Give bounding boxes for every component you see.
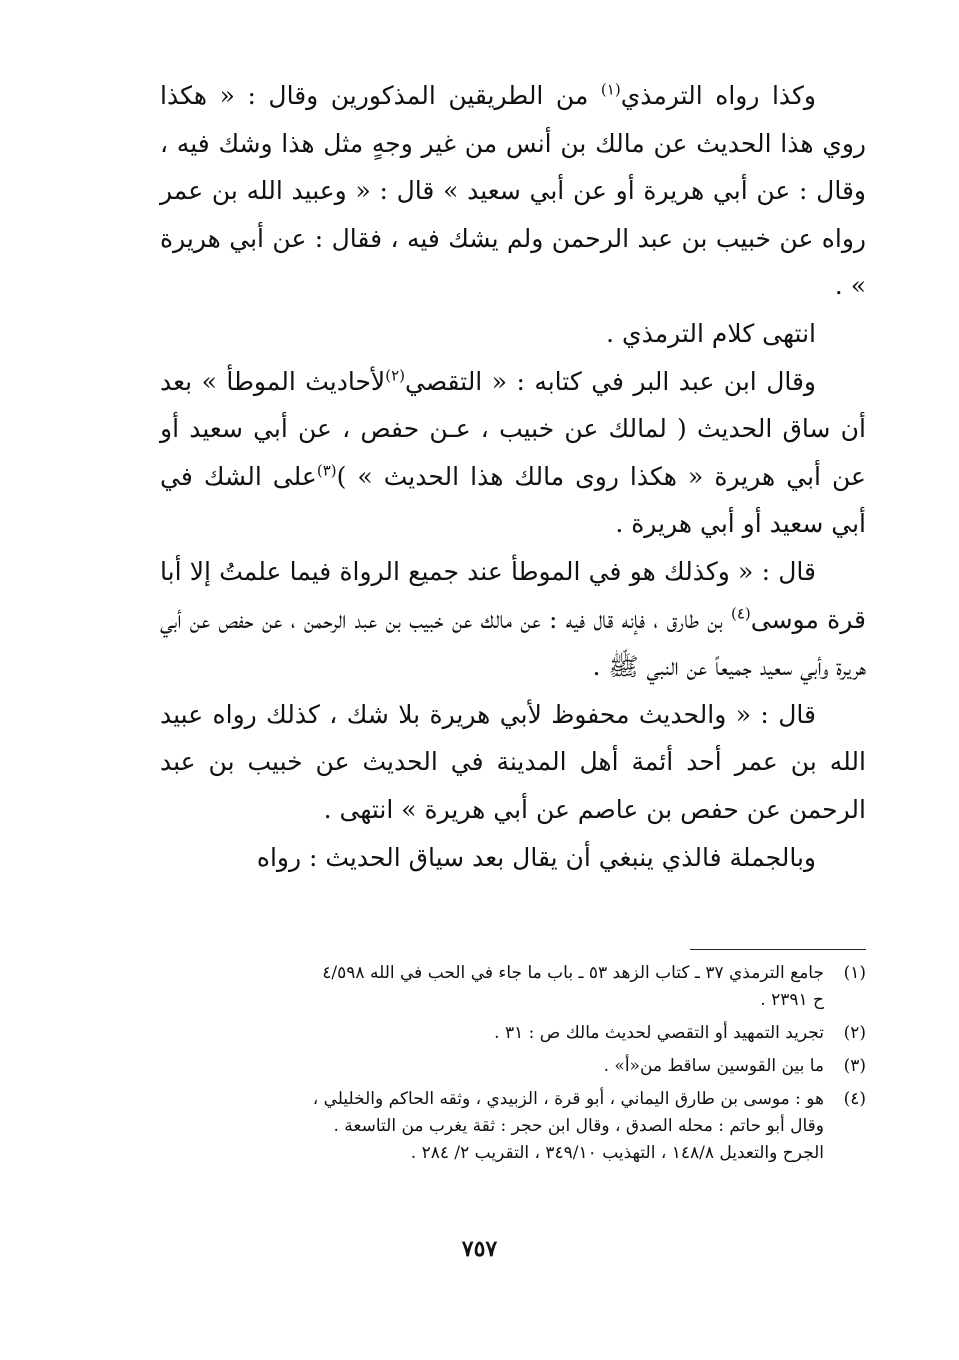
footnote-ref-4[interactable]: (٤): [730, 604, 751, 623]
footnote-number: (٣): [843, 1056, 866, 1076]
text-run: وقال ابن عبد البر في كتابه : « التقصي: [404, 366, 816, 396]
main-text: [160, 72, 866, 881]
footnote-line: ح ٢٣٩١ .: [760, 990, 824, 1010]
footnote-line: الجرح والتعديل ١٤٨/٨ ، التهذيب ٣٤٩/١٠ ، التقريب ٢/ ٢٨٤ .: [410, 1143, 824, 1163]
footnote-line: وقال أبو حاتم : محله الصدق ، وقال ابن حجر : ثقة يغرب من التاسعة .: [333, 1116, 824, 1136]
footnote-line: هو : موسى بن طارق اليماني ، أبو قرة ، الزبيدي ، وثقه الحاكم والخليلي ،: [312, 1089, 824, 1109]
footnote-text: [160, 960, 824, 1014]
footnote-ref-2[interactable]: (٢): [385, 366, 405, 385]
paragraph-6: وبالجملة فالذي ينبغي أن يقال بعد سياق الحديث : رواه: [256, 842, 816, 872]
paragraph-4: [160, 548, 866, 691]
text-run: لأحاديث الموطأ » بعد أن ساق الحديث ( لمالك عن خبيب ، عـن حفص ، عن أبي سعيد أو عن أبي هريرة « هكذا روى مالك هذا الحديث » ): [160, 366, 866, 491]
text-run: من الطريقين المذكورين وقال : « هكذا روي هذا الحديث عن مالك بن أنس من غير وجهٍ مثل هذا وشك فيه ، وقال : عن أبي هريرة أو عن أبي سعيد » قال : « وعبيد الله بن عمر رواه عن خبيب بن عبد الرحمن ولم يشك فيه ، فقال : عن أبي هريرة » .: [160, 81, 866, 301]
footnote-3: [160, 1053, 866, 1080]
text-run: قال : « وكذلك هو في الموطأ عند جميع الرواة فيما علمتُ إلا أبا قرة موسى: [160, 556, 866, 634]
footnote-ref-1[interactable]: (١): [600, 80, 621, 99]
paragraph-2: انتهى كلام الترمذي .: [606, 318, 816, 348]
footnote-line: ما بين القوسين ساقط من«أ» .: [603, 1056, 824, 1076]
footnote-ref-3[interactable]: (٣): [316, 461, 337, 480]
footnote-text: [160, 1086, 824, 1167]
footnote-4: [160, 1086, 866, 1167]
footnote-text: [160, 1020, 824, 1047]
paragraph-3: [160, 358, 866, 548]
footnotes: [160, 960, 866, 1173]
footnote-number: (١): [843, 963, 866, 983]
page-number: ٧٥٧: [461, 1236, 498, 1262]
text-run: على الشك في أبي سعيد أو أبي هريرة .: [160, 461, 866, 539]
footnote-2: [160, 1020, 866, 1047]
footnote-number: (٢): [843, 1023, 866, 1043]
text-run: وكذا رواه الترمذي: [620, 81, 816, 110]
footnote-text: [160, 1053, 824, 1080]
text-run: بن طارق ، فإنه قال فيه : عن مالك عن خبيب بن عبد الرحمن ، عن حفص عن أبي هريرة وأبي سعيد جميعاً عن النبي ﷺ .: [160, 604, 866, 682]
footnote-line: جامع الترمذي ٣٧ ـ كتاب الزهد ٥٣ ـ باب ما جاء في الحب في الله ٤/٥٩٨: [322, 963, 824, 983]
footnote-number: (٤): [843, 1089, 866, 1109]
footnote-separator: [690, 949, 866, 950]
footnote-1: [160, 960, 866, 1014]
paragraph-5: قال : « والحديث محفوظ لأبي هريرة بلا شك ، كذلك رواه عبيد الله بن عمر أحد أئمة أهل المدينة في الحديث عن خبيب بن عبد الرحمن عن حفص بن عاصم عن أبي هريرة » انتهى .: [160, 699, 866, 824]
footnote-line: تجريد التمهيد أو التقصي لحديث مالك ص : ٣١ .: [494, 1023, 824, 1043]
paragraph-1: [160, 72, 866, 310]
